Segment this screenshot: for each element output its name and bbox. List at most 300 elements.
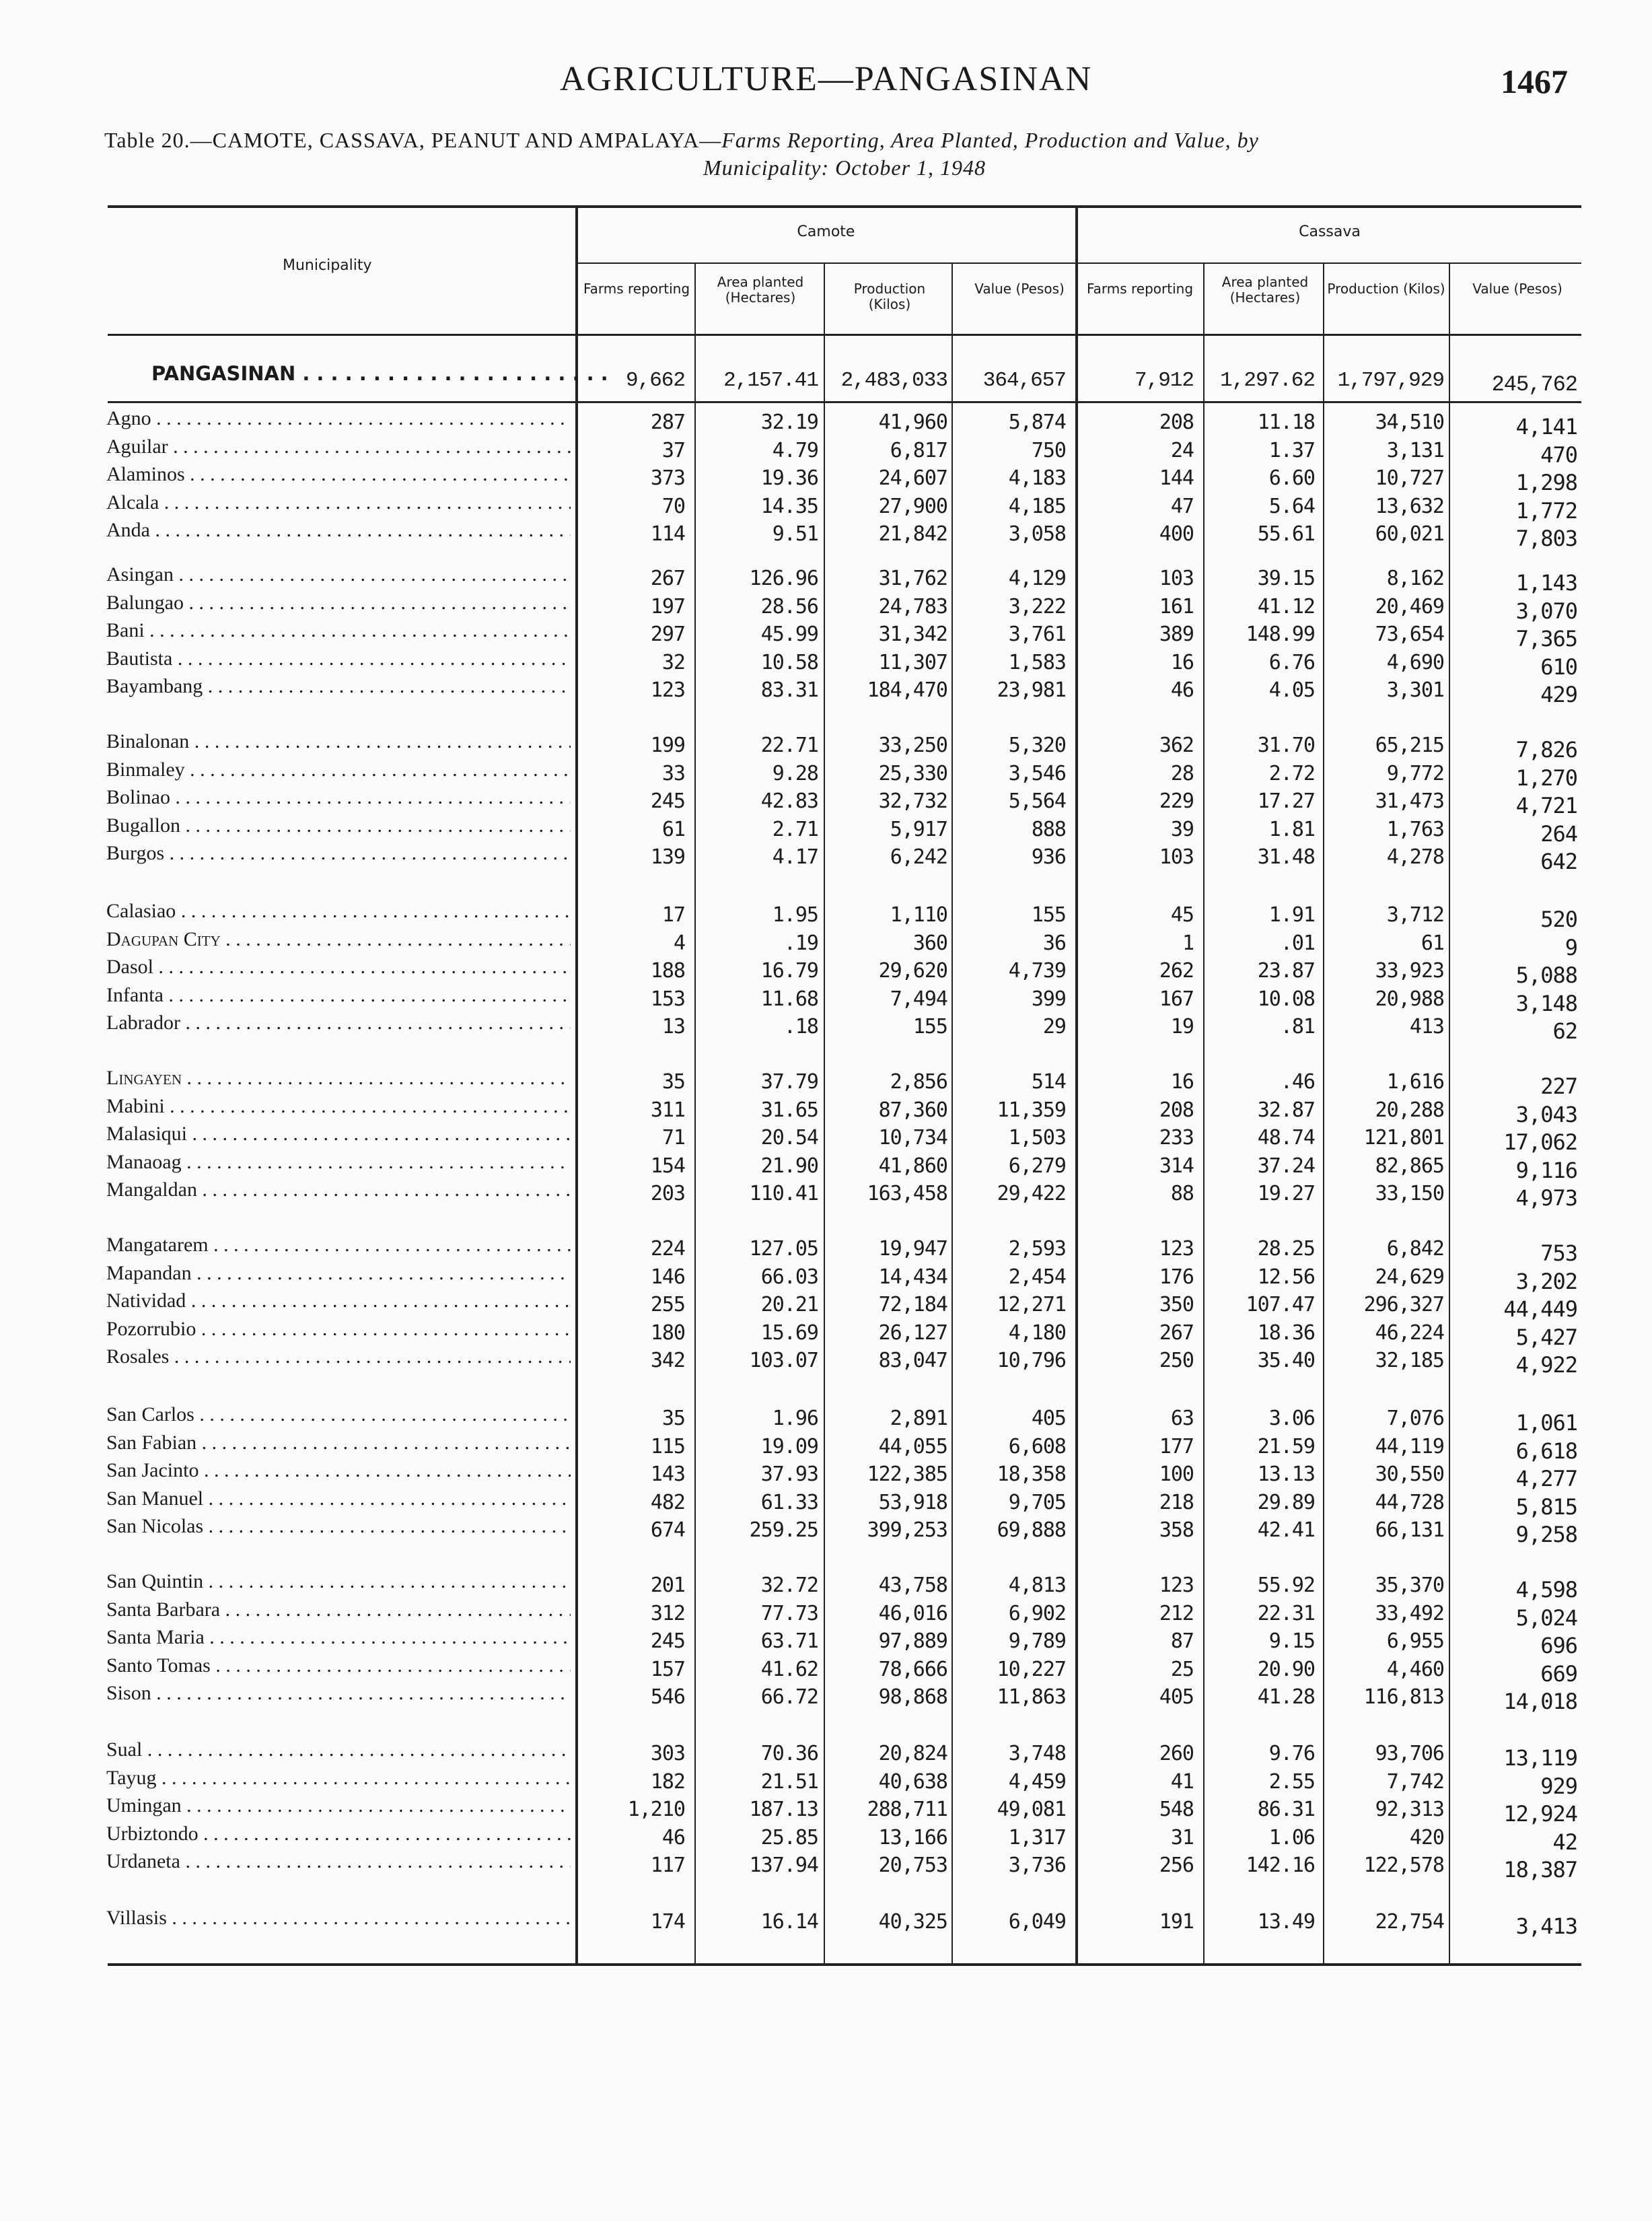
table-cell: 24,629 — [1375, 1265, 1444, 1289]
table-cell: 929 — [1540, 1773, 1577, 1799]
table-cell: 259.25 — [749, 1518, 818, 1542]
table-cell: 41.28 — [1257, 1685, 1315, 1709]
table-cell: 3,736 — [1008, 1854, 1066, 1877]
total-cell: 245,762 — [1491, 372, 1577, 397]
table-cell: 12,924 — [1503, 1801, 1577, 1827]
table-cell: 2,593 — [1008, 1237, 1066, 1261]
table-cell: 4,183 — [1008, 466, 1066, 490]
table-cell: .01 — [1280, 931, 1315, 955]
table-cell: 4,739 — [1008, 959, 1066, 983]
table-cell: 9.15 — [1268, 1629, 1315, 1653]
table-cell: 4,598 — [1515, 1577, 1577, 1602]
table-cell: 180 — [650, 1321, 685, 1345]
row-municipality-name: Mabini . . . — [106, 1093, 571, 1120]
table-cell: 23,981 — [997, 678, 1066, 702]
row-municipality-name: Sual . . . — [106, 1736, 571, 1763]
table-cell: 201 — [650, 1574, 685, 1597]
table-cell: 26,127 — [878, 1321, 947, 1345]
table-cell: 287 — [650, 411, 685, 434]
row-municipality-name: Bolinao . . . — [106, 784, 571, 811]
table-cell: 146 — [650, 1265, 685, 1289]
table-cell: 35 — [661, 1070, 685, 1094]
table-cell: 24,607 — [878, 466, 947, 490]
table-cell: 40,325 — [878, 1910, 947, 1934]
table-cell: 31.70 — [1257, 734, 1315, 757]
table-cell: 37.24 — [1257, 1154, 1315, 1178]
table-cell: 20.54 — [760, 1126, 818, 1150]
table-cell: 5.64 — [1268, 495, 1315, 518]
table-cell: 163,458 — [867, 1182, 947, 1205]
table-cell: 297 — [650, 623, 685, 646]
table-cell: 6,608 — [1008, 1435, 1066, 1458]
table-cell: 255 — [650, 1293, 685, 1316]
column-header-farms-reporting: Farms reporting — [1086, 281, 1194, 297]
table-cell: 35,370 — [1375, 1574, 1444, 1597]
table-cell: 98,868 — [878, 1685, 947, 1709]
table-cell: 28.25 — [1257, 1237, 1315, 1261]
group-header-camote: Camote — [797, 223, 855, 240]
table-cell: 342 — [650, 1349, 685, 1372]
table-cell: 5,320 — [1008, 734, 1066, 757]
table-cell: 7,076 — [1386, 1407, 1444, 1430]
table-cell: 548 — [1159, 1798, 1194, 1821]
table-cell: 3,222 — [1008, 595, 1066, 619]
table-cell: 1,763 — [1386, 818, 1444, 841]
table-cell: 41.12 — [1257, 595, 1315, 619]
table-cell: 71 — [661, 1126, 685, 1150]
table-cell: 2.55 — [1268, 1770, 1315, 1794]
table-cell: 8,162 — [1386, 567, 1444, 590]
table-cell: 4.79 — [772, 439, 818, 462]
row-municipality-name: Binalonan . . . — [106, 728, 571, 755]
table-cell: 37 — [661, 439, 685, 462]
table-cell: 46 — [1170, 678, 1194, 702]
table-cell: 1,143 — [1515, 570, 1577, 596]
table-cell: 1.95 — [772, 903, 818, 927]
table-cell: 33 — [661, 762, 685, 785]
table-cell: 148.99 — [1246, 623, 1315, 646]
table-cell: 31 — [1170, 1826, 1194, 1849]
table-cell: 420 — [1409, 1826, 1444, 1849]
table-cell: 6,902 — [1008, 1602, 1066, 1625]
table-cell: 32.19 — [760, 411, 818, 434]
table-cell: 1.06 — [1268, 1826, 1315, 1849]
table-cell: 399,253 — [867, 1518, 947, 1542]
table-cell: 25.85 — [760, 1826, 818, 1849]
table-cell: 262 — [1159, 959, 1194, 983]
table-cell: 21.51 — [760, 1770, 818, 1794]
table-cell: 66.03 — [760, 1265, 818, 1289]
table-cell: 122,578 — [1363, 1854, 1444, 1877]
table-cell: 1,270 — [1515, 765, 1577, 791]
table-cell: 32,185 — [1375, 1349, 1444, 1372]
table-cell: 350 — [1159, 1293, 1194, 1316]
total-cell: 9,662 — [625, 369, 685, 392]
table-cell: 39.15 — [1257, 567, 1315, 590]
table-cell: 117 — [650, 1854, 685, 1877]
row-municipality-name: Anda . . . — [106, 517, 571, 544]
table-cell: 514 — [1031, 1070, 1066, 1094]
table-cell: 177 — [1159, 1435, 1194, 1458]
table-cell: 482 — [650, 1491, 685, 1514]
table-cell: 4,180 — [1008, 1321, 1066, 1345]
table-cell: 19,947 — [878, 1237, 947, 1261]
table-cell: 188 — [650, 959, 685, 983]
page-number: 1467 — [1501, 63, 1568, 100]
table-cell: 314 — [1159, 1154, 1194, 1178]
row-municipality-name: Urdaneta . . . — [106, 1848, 571, 1875]
table-cell: 97,889 — [878, 1629, 947, 1653]
table-cell: 33,923 — [1375, 959, 1444, 983]
table-cell: 73,654 — [1375, 623, 1444, 646]
table-cell: 28.56 — [760, 595, 818, 619]
table-cell: 4,690 — [1386, 651, 1444, 674]
table-cell: 10,734 — [878, 1126, 947, 1150]
table-cell: 4.17 — [772, 845, 818, 869]
table-cell: 33,492 — [1375, 1602, 1444, 1625]
table-cell: 27,900 — [878, 495, 947, 518]
row-municipality-name: Umingan . . . — [106, 1792, 571, 1819]
table-cell: 19.09 — [760, 1435, 818, 1458]
table-cell: 25 — [1170, 1658, 1194, 1681]
table-cell: 16 — [1170, 651, 1194, 674]
table-cell: 42.83 — [760, 789, 818, 813]
table-cell: 20,288 — [1375, 1098, 1444, 1122]
table-cell: 123 — [650, 678, 685, 702]
table-cell: 3,301 — [1386, 678, 1444, 702]
table-cell: 16.79 — [760, 959, 818, 983]
table-cell: 31,342 — [878, 623, 947, 646]
table-cell: 2.71 — [772, 818, 818, 841]
table-cell: 70.36 — [760, 1742, 818, 1765]
total-cell: 2,483,033 — [840, 369, 947, 392]
table-cell: 182 — [650, 1770, 685, 1794]
row-municipality-name: Bautista . . . — [106, 645, 571, 672]
table-cell: 63.71 — [760, 1629, 818, 1653]
table-cell: 212 — [1159, 1602, 1194, 1625]
table-cell: 1,061 — [1515, 1410, 1577, 1436]
table-cell: 161 — [1159, 595, 1194, 619]
row-municipality-name: Mangatarem . . . — [106, 1232, 571, 1259]
table-cell: 3,712 — [1386, 903, 1444, 927]
table-cell: 155 — [1031, 903, 1066, 927]
table-cell: 10,227 — [997, 1658, 1066, 1681]
table-cell: 42.41 — [1257, 1518, 1315, 1542]
table-cell: 3,148 — [1515, 991, 1577, 1016]
table-cell: 22.31 — [1257, 1602, 1315, 1625]
table-cell: 154 — [650, 1154, 685, 1178]
row-municipality-name: San Carlos . . . — [106, 1401, 571, 1428]
table-cell: 267 — [650, 567, 685, 590]
table-cell: 5,564 — [1008, 789, 1066, 813]
table-cell: 429 — [1540, 682, 1577, 707]
table-cell: 83,047 — [878, 1349, 947, 1372]
table-cell: 4,460 — [1386, 1658, 1444, 1681]
table-cell: 20,824 — [878, 1742, 947, 1765]
table-cell: 28 — [1170, 762, 1194, 785]
table-cell: 546 — [650, 1685, 685, 1709]
table-cell: 13,166 — [878, 1826, 947, 1849]
table-cell: 32.87 — [1257, 1098, 1315, 1122]
table-cell: 46,224 — [1375, 1321, 1444, 1345]
table-cell: 157 — [650, 1658, 685, 1681]
table-cell: 45.99 — [760, 623, 818, 646]
table-cell: 19.27 — [1257, 1182, 1315, 1205]
table-cell: 78,666 — [878, 1658, 947, 1681]
table-cell: 176 — [1159, 1265, 1194, 1289]
table-cell: 167 — [1159, 987, 1194, 1011]
table-cell: 2.72 — [1268, 762, 1315, 785]
table-cell: 10,796 — [997, 1349, 1066, 1372]
table-cell: 6.76 — [1268, 651, 1315, 674]
table-cell: 110.41 — [749, 1182, 818, 1205]
table-cell: 6,817 — [890, 439, 947, 462]
table-cell: 37.93 — [760, 1462, 818, 1486]
table-cell: 6,242 — [890, 845, 947, 869]
table-cell: 399 — [1031, 987, 1066, 1011]
table-cell: 260 — [1159, 1742, 1194, 1765]
table-cell: 40,638 — [878, 1770, 947, 1794]
table-cell: 5,815 — [1515, 1494, 1577, 1520]
table-cell: 72,184 — [878, 1293, 947, 1316]
table-cell: 227 — [1540, 1073, 1577, 1099]
table-cell: 1.91 — [1268, 903, 1315, 927]
table-cell: 3,413 — [1515, 1913, 1577, 1939]
table-cell: 229 — [1159, 789, 1194, 813]
table-cell: 122,385 — [867, 1462, 947, 1486]
table-cell: 7,742 — [1386, 1770, 1444, 1794]
row-municipality-name: San Quintin . . . — [106, 1568, 571, 1595]
row-municipality-name: Mangaldan . . . — [106, 1176, 571, 1203]
table-cell: 4.05 — [1268, 678, 1315, 702]
table-cell: 61 — [1421, 931, 1444, 955]
table-cell: 83.31 — [760, 678, 818, 702]
table-cell: 187.13 — [749, 1798, 818, 1821]
table-cell: 153 — [650, 987, 685, 1011]
table-cell: 470 — [1540, 442, 1577, 468]
table-cell: 41,860 — [878, 1154, 947, 1178]
table-cell: 23.87 — [1257, 959, 1315, 983]
row-municipality-name: Pozorrubio . . . — [106, 1316, 571, 1343]
table-cell: 1,616 — [1386, 1070, 1444, 1094]
table-cell: 11,359 — [997, 1098, 1066, 1122]
table-cell: 245 — [650, 1629, 685, 1653]
table-cell: 88 — [1170, 1182, 1194, 1205]
table-cell: 3,131 — [1386, 439, 1444, 462]
row-municipality-name: Alaminos . . . — [106, 461, 571, 488]
table-cell: 70 — [661, 495, 685, 518]
table-cell: 3,761 — [1008, 623, 1066, 646]
table-cell: 15.69 — [760, 1321, 818, 1345]
row-municipality-name: Binmaley . . . — [106, 756, 571, 783]
table-cell: 4,922 — [1515, 1352, 1577, 1378]
table-cell: 20.90 — [1257, 1658, 1315, 1681]
table-cell: 7,494 — [890, 987, 947, 1011]
table-cell: 1.96 — [772, 1407, 818, 1430]
table-cell: 35.40 — [1257, 1349, 1315, 1372]
table-cell: 19.36 — [760, 466, 818, 490]
table-cell: 127.05 — [749, 1237, 818, 1261]
row-municipality-name: Agno . . . — [106, 405, 571, 432]
table-cell: 65,215 — [1375, 734, 1444, 757]
row-municipality-name: Labrador . . . — [106, 1010, 571, 1036]
table-cell: 4,277 — [1515, 1466, 1577, 1491]
table-cell: 13.13 — [1257, 1462, 1315, 1486]
table-cell: 114 — [650, 522, 685, 546]
row-municipality-name: Santo Tomas . . . — [106, 1652, 571, 1679]
row-municipality-name: Balungao . . . — [106, 590, 571, 616]
table-cell: 2,856 — [890, 1070, 947, 1094]
table-cell: 44,449 — [1503, 1296, 1577, 1322]
table-cell: 3.06 — [1268, 1407, 1315, 1430]
table-cell: 4,721 — [1515, 793, 1577, 818]
table-cell: 405 — [1159, 1685, 1194, 1709]
table-cell: 42 — [1552, 1829, 1577, 1855]
table-cell: 87 — [1170, 1629, 1194, 1653]
table-cell: .81 — [1280, 1015, 1315, 1038]
table-cell: 137.94 — [749, 1854, 818, 1877]
table-cell: 25,330 — [878, 762, 947, 785]
row-municipality-name: Sison . . . — [106, 1680, 571, 1707]
municipality-header: Municipality — [283, 257, 372, 274]
table-cell: 93,706 — [1375, 1742, 1444, 1765]
table-cell: 24 — [1170, 439, 1194, 462]
table-cell: 103 — [1159, 567, 1194, 590]
table-cell: 29.89 — [1257, 1491, 1315, 1514]
table-cell: 9.51 — [772, 522, 818, 546]
table-cell: 245 — [650, 789, 685, 813]
table-cell: 5,088 — [1515, 962, 1577, 988]
table-cell: 22,754 — [1375, 1910, 1444, 1934]
table-cell: 77.73 — [760, 1602, 818, 1625]
table-cell: 413 — [1409, 1015, 1444, 1038]
table-cell: 311 — [650, 1098, 685, 1122]
column-header-value: Value (Pesos) — [974, 281, 1065, 297]
table-cell: 1,583 — [1008, 651, 1066, 674]
table-cell: 31,473 — [1375, 789, 1444, 813]
table-cell: 142.16 — [1246, 1854, 1315, 1877]
table-cell: 123 — [1159, 1574, 1194, 1597]
table-cell: 66.72 — [760, 1685, 818, 1709]
table-cell: 753 — [1540, 1240, 1577, 1266]
table-cell: 14.35 — [760, 495, 818, 518]
table-cell: .46 — [1280, 1070, 1315, 1094]
table-cell: 22.71 — [760, 734, 818, 757]
table-cell: 16 — [1170, 1070, 1194, 1094]
table-cell: 44,119 — [1375, 1435, 1444, 1458]
table-cell: 11.68 — [760, 987, 818, 1011]
table-cell: 44,728 — [1375, 1491, 1444, 1514]
table-cell: 4,141 — [1515, 414, 1577, 439]
column-header-production: Production (Kilos) — [1327, 281, 1445, 297]
row-municipality-name: Tayug . . . — [106, 1765, 571, 1792]
total-cell: 2,157.41 — [723, 369, 818, 392]
table-cell: 12.56 — [1257, 1265, 1315, 1289]
table-cell: 373 — [650, 466, 685, 490]
table-cell: 144 — [1159, 466, 1194, 490]
table-cell: 14,018 — [1503, 1689, 1577, 1714]
table-cell: 9.28 — [772, 762, 818, 785]
table-cell: 32 — [661, 651, 685, 674]
table-cell: 3,748 — [1008, 1742, 1066, 1765]
table-cell: 103.07 — [749, 1349, 818, 1372]
table-cell: 35 — [661, 1407, 685, 1430]
row-municipality-name: Bugallon . . . — [106, 812, 571, 839]
table-cell: 1,110 — [890, 903, 947, 927]
row-municipality-name: Burgos . . . — [106, 840, 571, 867]
table-cell: 21.59 — [1257, 1435, 1315, 1458]
table-cell: 29,620 — [878, 959, 947, 983]
table-cell: 13 — [661, 1015, 685, 1038]
table-cell: 4,129 — [1008, 567, 1066, 590]
table-cell: 203 — [650, 1182, 685, 1205]
total-cell: 7,912 — [1134, 369, 1194, 392]
table-cell: 174 — [650, 1910, 685, 1934]
caption-label: Table 20.—CAMOTE, CASSAVA, PEANUT AND AMPALAYA— — [104, 128, 722, 152]
table-cell: 12,271 — [997, 1293, 1066, 1316]
table-cell: 31.65 — [760, 1098, 818, 1122]
table-cell: 61.33 — [760, 1491, 818, 1514]
table-cell: 17.27 — [1257, 789, 1315, 813]
table-cell: 20.21 — [760, 1293, 818, 1316]
table-cell: 11,863 — [997, 1685, 1066, 1709]
table-cell: 55.61 — [1257, 522, 1315, 546]
column-header-area-planted: Area planted (Hectares) — [717, 274, 804, 306]
table-cell: 45 — [1170, 903, 1194, 927]
table-cell: 358 — [1159, 1518, 1194, 1542]
table-cell: 17 — [661, 903, 685, 927]
caption-subject-line2: Municipality: October 1, 1948 — [703, 155, 986, 180]
table-cell: 250 — [1159, 1349, 1194, 1372]
table-cell: 103 — [1159, 845, 1194, 869]
table-cell: 60,021 — [1375, 522, 1444, 546]
table-cell: 296,327 — [1363, 1293, 1444, 1316]
table-cell: 31.48 — [1257, 845, 1315, 869]
row-municipality-name: Malasiqui . . . — [106, 1121, 571, 1148]
table-cell: 224 — [650, 1237, 685, 1261]
table-cell: 82,865 — [1375, 1154, 1444, 1178]
row-municipality-name: Manaoag . . . — [106, 1149, 571, 1176]
table-cell: 1,772 — [1515, 498, 1577, 524]
row-municipality-name: Bayambang . . . — [106, 673, 571, 700]
table-cell: 7,365 — [1515, 626, 1577, 651]
table-cell: 92,313 — [1375, 1798, 1444, 1821]
row-municipality-name: San Fabian . . . — [106, 1430, 571, 1456]
table-cell: 36 — [1042, 931, 1066, 955]
table-cell: 1,210 — [627, 1798, 685, 1821]
table-cell: 1 — [1182, 931, 1194, 955]
table-cell: 155 — [912, 1015, 947, 1038]
total-row-name: PANGASINAN . . . — [151, 360, 616, 387]
table-cell: 888 — [1031, 818, 1066, 841]
table-cell: 6,955 — [1386, 1629, 1444, 1653]
table-cell: 264 — [1540, 821, 1577, 847]
table-cell: 21.90 — [760, 1154, 818, 1178]
column-header-production: Production (Kilos) — [853, 281, 926, 312]
row-municipality-name: Natividad . . . — [106, 1288, 571, 1314]
table-cell: 3,546 — [1008, 762, 1066, 785]
table-cell: 7,803 — [1515, 526, 1577, 551]
table-cell: 86.31 — [1257, 1798, 1315, 1821]
table-cell: 9 — [1565, 935, 1577, 960]
table-cell: 208 — [1159, 411, 1194, 434]
table-cell: 18,358 — [997, 1462, 1066, 1486]
row-municipality-name: San Manuel . . . — [106, 1485, 571, 1512]
table-cell: 66,131 — [1375, 1518, 1444, 1542]
table-cell: 49,081 — [997, 1798, 1066, 1821]
table-cell: 750 — [1031, 439, 1066, 462]
table-cell: 16.14 — [760, 1910, 818, 1934]
